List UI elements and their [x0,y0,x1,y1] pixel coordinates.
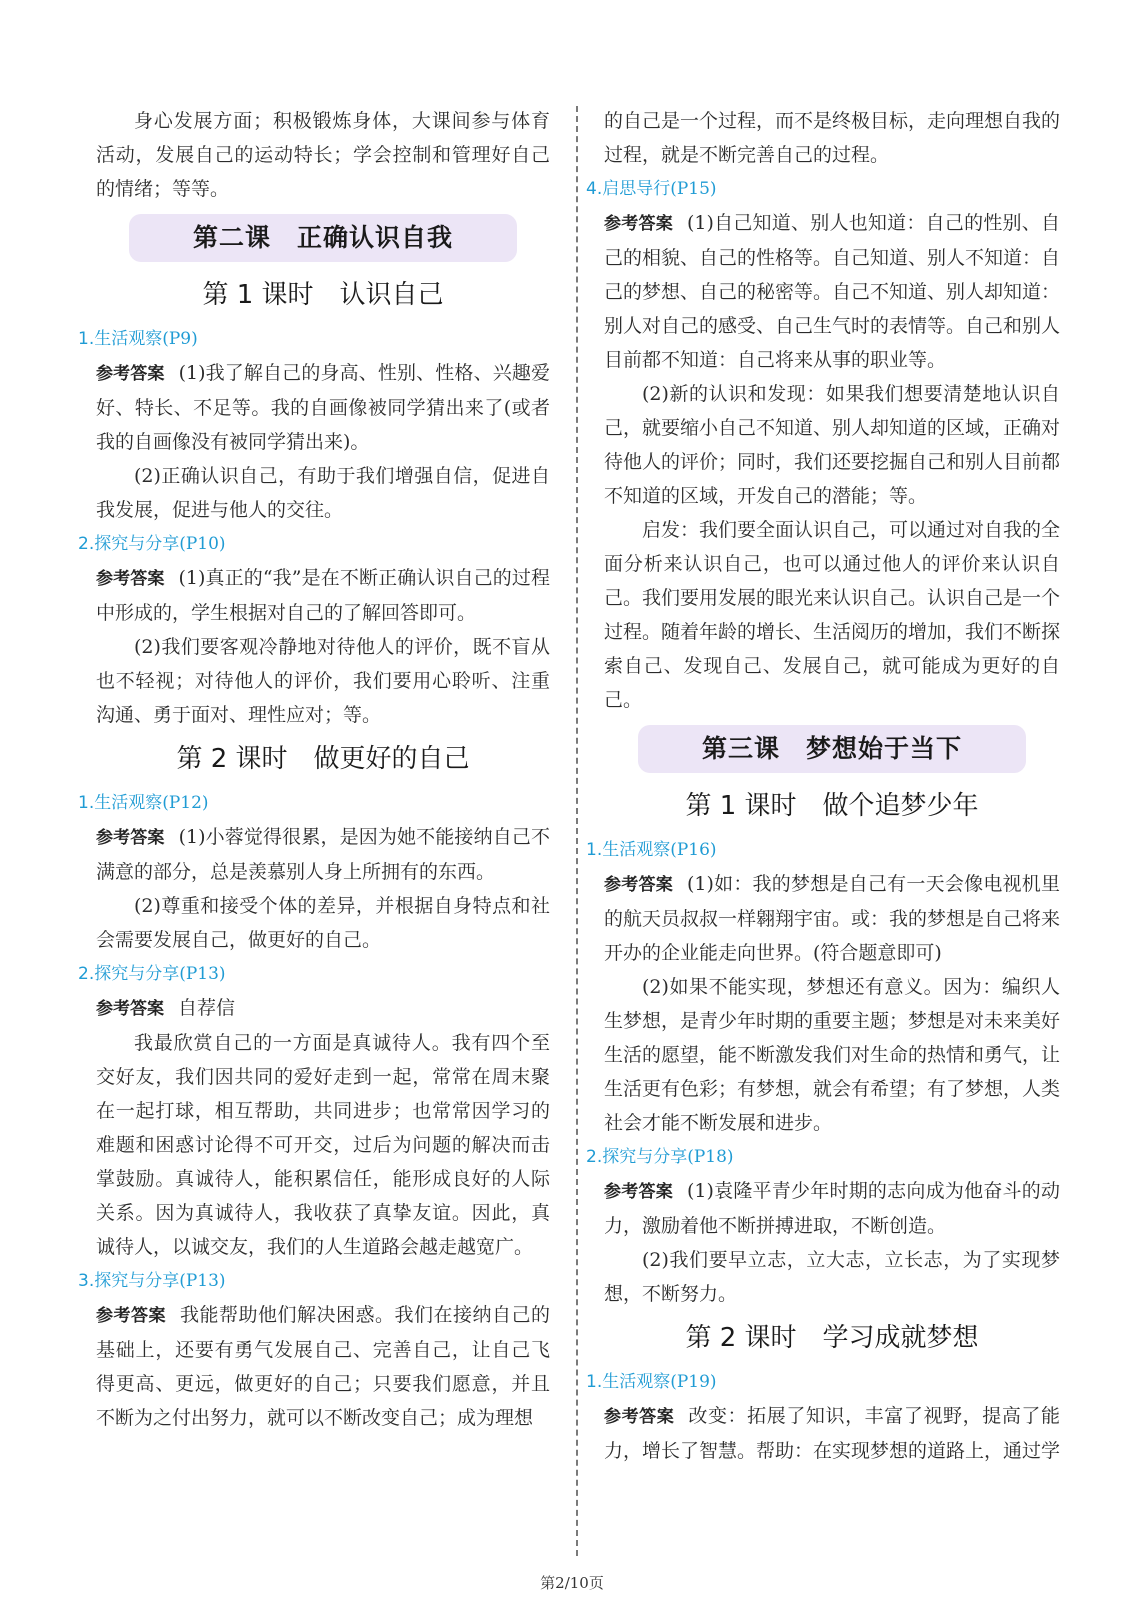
answer-label: 参考答案 [604,875,673,895]
period-4-title: 第 2 课时 学习成就梦想 [685,1323,979,1353]
answer-text: 我能帮助他们解决困惑。我们在接纳自己的基础上，还要有勇气发展自己、完善自己，让自己飞得更高、更远，做更好的自己；只要我们愿意，并且不断为之付出努力，就可以不断改变自己；成为理想 [96,1304,550,1429]
answer-paragraph [604,1399,1060,1468]
answer-paragraph [96,1298,550,1435]
answer-paragraph: (2)尊重和接受个体的差异，并根据自身特点和社会需要发展自己，做更好的自己。 [96,895,550,951]
page-ref: (P12) [162,793,209,813]
answer-paragraph: 我最欣赏自己的一方面是真诚待人。我有四个至交好友，我们因共同的爱好走到一起，常常在周末聚在一起打球，相互帮助，共同进步；也常常因学习的难题和困惑讨论得不可开交，过后为问题的解决而击掌鼓励。真诚待人，能积累信任，能形成良好的人际关系。因为真诚待人，我收获了真挚友谊。因此，真诚待人，以诚交友，我们的人生道路会越走越宽广。 [96,1032,550,1258]
page-ref: (P19) [670,1372,717,1392]
answer-paragraph: (2)我们要早立志，立大志，立长志，为了实现梦想，不断努力。 [604,1249,1060,1305]
answer-text: 改变：拓展了知识，丰富了视野，提高了能力，增长了智慧。帮助：在实现梦想的道路上，通过学 [604,1405,1061,1462]
section-title: 1.生活观察 [78,793,163,813]
answer-paragraph [96,991,550,1026]
answer-paragraph [604,867,1060,970]
answer-label: 参考答案 [604,1407,675,1427]
section-title: 1.生活观察 [78,329,163,349]
period-2-title: 第 2 课时 做更好的自己 [176,744,470,774]
answer-label: 参考答案 [96,1306,166,1326]
page-ref: (P10) [179,534,226,554]
page-ref: (P15) [670,179,717,199]
section-heading [78,786,550,820]
section-heading [78,322,550,356]
page-ref: (P13) [179,1271,226,1291]
answer-paragraph [96,561,550,630]
page-number: 第2/10页 [540,1574,604,1592]
lesson-3-banner: 第三课 梦想始于当下 [638,725,1026,773]
lesson-2-banner: 第二课 正确认识自我 [129,214,517,262]
continued-paragraph: 的自己是一个过程，而不是终极目标，走向理想自我的过程，就是不断完善自己的过程。 [604,110,1061,166]
answer-paragraph [604,1174,1060,1243]
answer-label: 参考答案 [604,214,673,234]
answer-text: (1)真正的“我”是在不断正确认识自己的过程中形成的，学生根据对自己的了解回答即可。 [96,567,551,624]
answer-paragraph [96,356,550,459]
section-title: 2.探究与分享 [78,534,180,554]
section-title: 3.探究与分享 [78,1271,180,1291]
answer-label: 参考答案 [604,1182,673,1202]
answer-label: 参考答案 [96,569,165,589]
section-heading [586,1140,1060,1174]
period-1-title: 第 1 课时 认识自己 [202,280,444,310]
answer-paragraph [604,206,1060,377]
intro-paragraph: 身心发展方面；积极锻炼身体，大课间参与体育活动，发展自己的运动特长；学会控制和管理好自己的情绪；等等。 [96,110,550,200]
section-heading [78,957,550,991]
right-column [586,104,1061,1468]
page-ref: (P13) [179,964,226,984]
section-title: 2.探究与分享 [586,1147,688,1167]
page-ref: (P9) [162,329,198,349]
section-title: 1.生活观察 [586,1372,671,1392]
answer-label: 参考答案 [96,999,164,1019]
column-divider [576,106,578,1556]
section-title: 4.启思导行 [586,179,671,199]
answer-text: 自荐信 [178,997,236,1019]
section-heading [586,1365,1060,1399]
section-heading [586,833,1060,867]
answer-text: (1)自己知道、别人也知道：自己的性别、自己的相貌、自己的性格等。自己知道、别人不知道：自己的梦想、自己的秘密等。自己不知道、别人却知道：别人对自己的感受、自己生气时的表情等。自己和别人目前都不知道：自己将来从事的职业等。 [604,212,1061,371]
answer-text: (1)如：我的梦想是自己有一天会像电视机里的航天员叔叔一样翱翔宇宙。或：我的梦想是自己将来开办的企业能走向世界。(符合题意即可) [604,873,1061,964]
answer-paragraph [96,820,550,889]
answer-paragraph: (2)正确认识自己，有助于我们增强自信，促进自我发展，促进与他人的交往。 [96,465,550,521]
answer-label: 参考答案 [96,364,165,384]
section-title: 2.探究与分享 [78,964,180,984]
answer-text: (1)小蓉觉得很累，是因为她不能接纳自己不满意的部分，总是羡慕别人身上所拥有的东西。 [96,826,550,883]
answer-paragraph: 启发：我们要全面认识自己，可以通过对自我的全面分析来认识自己，也可以通过他人的评价来认识自己。我们要用发展的眼光来认识自己。认识自己是一个过程。随着年龄的增长、生活阅历的增加，我们不断探索自己、发现自己、发展自己，就可能成为更好的自己。 [604,519,1061,711]
page-ref: (P18) [687,1147,734,1167]
section-title: 1.生活观察 [586,840,671,860]
page-ref: (P16) [670,840,717,860]
period-3-title: 第 1 课时 做个追梦少年 [685,791,979,821]
answer-text: (1)袁隆平青少年时期的志向成为他奋斗的动力，激励着他不断拼搏进取，不断创造。 [604,1180,1061,1237]
left-column [78,104,551,1435]
answer-paragraph: (2)如果不能实现，梦想还有意义。因为：编织人生梦想，是青少年时期的重要主题；梦想是对未来美好生活的愿望，能不断激发我们对生命的热情和勇气，让生活更有色彩；有梦想，就会有希望；有了梦想，人类社会才能不断发展和进步。 [604,976,1061,1134]
answer-text: (1)我了解自己的身高、性别、性格、兴趣爱好、特长、不足等。我的自画像被同学猜出来了(或者我的自画像没有被同学猜出来)。 [96,362,550,453]
answer-paragraph: (2)新的认识和发现：如果我们想要清楚地认识自己，就要缩小自己不知道、别人却知道的区域，正确对待他人的评价；同时，我们还要挖掘自己和别人目前都不知道的区域，开发自己的潜能；等。 [604,383,1061,507]
answer-paragraph: (2)我们要客观冷静地对待他人的评价，既不盲从也不轻视；对待他人的评价，我们要用心聆听、注重沟通、勇于面对、理性应对；等。 [96,636,550,726]
answer-label: 参考答案 [96,828,165,848]
section-heading [586,172,1060,206]
section-heading [78,527,550,561]
section-heading [78,1264,550,1298]
